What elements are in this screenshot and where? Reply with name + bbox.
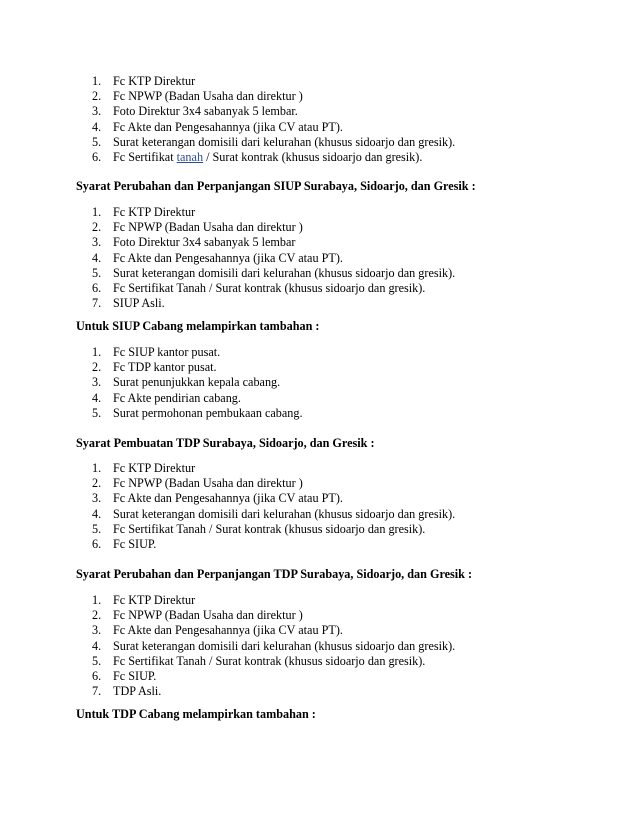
section-siup-cabang xyxy=(0,345,638,421)
list-item: 3. Fc Akte dan Pengesahannya (jika CV atau PT). xyxy=(92,623,343,638)
list-item: 7. SIUP Asli. xyxy=(92,296,165,311)
list-item: 2. Fc NPWP (Badan Usaha dan direktur ) xyxy=(92,608,303,623)
tanah-link[interactable]: tanah xyxy=(176,149,204,164)
list-item: 5. Fc Sertifikat Tanah / Surat kontrak (khusus sidoarjo dan gresik). xyxy=(92,653,426,668)
list-item: 3. Foto Direktur 3x4 sabanyak 5 lembar xyxy=(92,235,296,250)
list-item: 2. Fc NPWP (Badan Usaha dan direktur ) xyxy=(92,89,303,104)
list-item: 1. Fc SIUP kantor pusat. xyxy=(92,345,221,359)
list-item: 2. Fc NPWP (Badan Usaha dan direktur ) xyxy=(92,476,303,491)
item-text-after-link: / Surat kontrak (khusus sidoarjo dan gresik). xyxy=(203,149,423,164)
list-item: 1. Fc KTP Direktur xyxy=(92,593,196,607)
list-item: 4. Fc Akte dan Pengesahannya (jika CV atau PT). xyxy=(92,119,343,134)
section-continued-requirements xyxy=(0,74,638,165)
list-item: 3. Fc Akte dan Pengesahannya (jika CV atau PT). xyxy=(92,491,343,506)
section-heading-tdp-perubahan: Syarat Perubahan dan Perpanjangan TDP Surabaya, Sidoarjo, dan Gresik : xyxy=(76,567,473,581)
section-heading-siup-perubahan: Syarat Perubahan dan Perpanjangan SIUP Surabaya, Sidoarjo, dan Gresik : xyxy=(76,179,476,193)
section-tdp-perubahan xyxy=(0,593,638,699)
section-siup-perubahan xyxy=(0,205,638,311)
list-item: 2. Fc NPWP (Badan Usaha dan direktur ) xyxy=(92,220,303,235)
numbered-list xyxy=(0,345,638,421)
list-item: 4. Surat keterangan domisili dari kelurahan (khusus sidoarjo dan gresik). xyxy=(92,638,456,653)
numbered-list xyxy=(0,205,638,311)
list-item: 5. Surat keterangan domisili dari kelurahan (khusus sidoarjo dan gresik). xyxy=(92,134,456,149)
list-item: 6. Fc SIUP. xyxy=(92,536,157,551)
list-item: 1. Fc KTP Direktur xyxy=(92,205,196,219)
list-item: 6. Fc SIUP. xyxy=(92,668,157,683)
section-heading-siup-cabang: Untuk SIUP Cabang melampirkan tambahan : xyxy=(76,319,320,333)
section-heading-tdp-pembuatan: Syarat Pembuatan TDP Surabaya, Sidoarjo, dan Gresik : xyxy=(76,436,375,450)
list-item: 4. Surat keterangan domisili dari kelurahan (khusus sidoarjo dan gresik). xyxy=(92,506,456,521)
list-item: 2. Fc TDP kantor pusat. xyxy=(92,360,217,375)
list-item: 5. Fc Sertifikat Tanah / Surat kontrak (khusus sidoarjo dan gresik). xyxy=(92,521,426,536)
numbered-list xyxy=(0,593,638,699)
list-item: 3. Surat penunjukkan kepala cabang. xyxy=(92,375,281,390)
section-heading-tdp-cabang: Untuk TDP Cabang melampirkan tambahan : xyxy=(76,707,316,721)
list-item: 4. Fc Akte pendirian cabang. xyxy=(92,390,241,405)
numbered-list xyxy=(0,461,638,552)
numbered-list xyxy=(0,74,638,165)
list-item: 1. Fc KTP Direktur xyxy=(92,74,196,88)
list-item: 1. Fc KTP Direktur xyxy=(92,461,196,475)
section-tdp-pembuatan xyxy=(0,461,638,552)
list-item: 6. Fc Sertifikat Tanah / Surat kontrak (khusus sidoarjo dan gresik). xyxy=(92,280,426,295)
list-item: 4. Fc Akte dan Pengesahannya (jika CV atau PT). xyxy=(92,250,343,265)
list-item: 5. Surat permohonan pembukaan cabang. xyxy=(92,405,303,420)
list-item: 3. Foto Direktur 3x4 sabanyak 5 lembar. xyxy=(92,104,298,119)
list-item: 5. Surat keterangan domisili dari kelurahan (khusus sidoarjo dan gresik). xyxy=(92,265,456,280)
list-item: 7. TDP Asli. xyxy=(92,684,162,699)
list-item: 6. Fc Sertifikat tanah / Surat kontrak (khusus sidoarjo dan gresik). xyxy=(92,149,423,164)
item-text-before-link: Fc Sertifikat xyxy=(113,149,177,164)
